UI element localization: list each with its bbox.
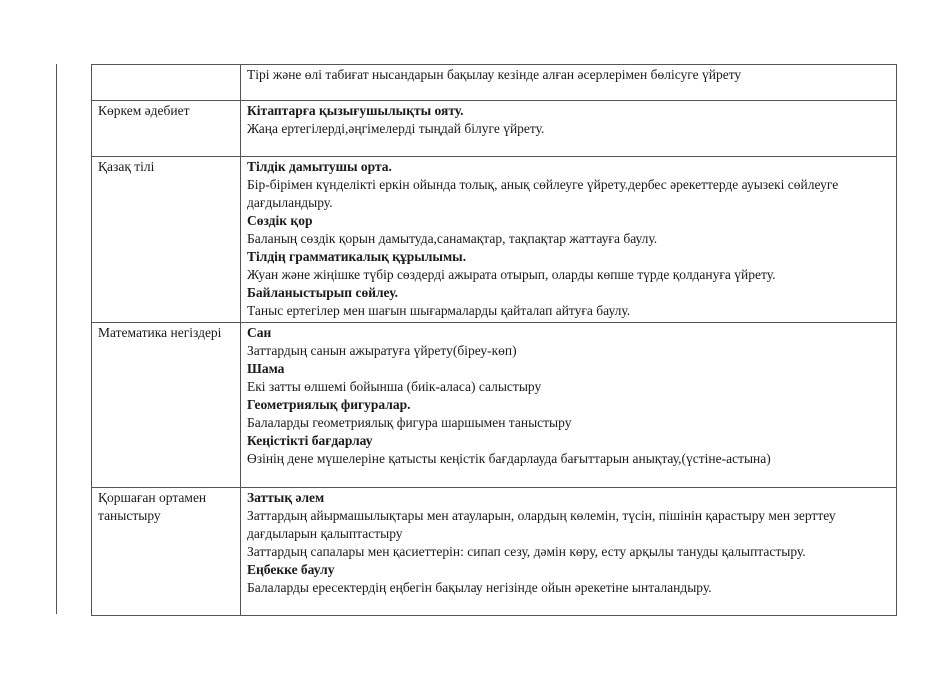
- content-line: Екі затты өлшемі бойынша (биік-аласа) салыстыру: [247, 379, 542, 394]
- subject-cell: [92, 65, 241, 101]
- content-cell: [241, 488, 897, 616]
- subject-cell: Қоршаған ортамен таныстыру: [92, 488, 241, 616]
- section-heading: Байланыстырып сөйлеу.: [247, 285, 398, 300]
- table-row: [92, 65, 897, 101]
- subject-cell: Математика негіздері: [92, 323, 241, 488]
- section-heading: Еңбекке баулу: [247, 562, 335, 577]
- table-row: [92, 101, 897, 157]
- content-line: Бір-бірімен күнделікті еркін ойында толық, анық сөйлеуге үйрету.дербес әрекеттерде ауызекі сөйлеуге дағдыландыру.: [247, 177, 839, 210]
- table-row: [92, 157, 897, 323]
- section-heading: Кітаптарға қызығушылықты ояту.: [247, 103, 464, 118]
- table-row: [92, 323, 897, 488]
- content-line: Таныс ертегілер мен шағын шығармаларды қайталап айтуға баулу.: [247, 303, 631, 318]
- content-line: Жуан және жіңішке түбір сөздерді ажырата отырып, оларды көпше түрде қолдануға үйрету.: [247, 267, 776, 282]
- left-margin-line: [56, 64, 57, 614]
- content-line: Балаларды геометриялық фигура шаршымен таныстыру: [247, 415, 572, 430]
- content-line: Заттардың санын ажыратуға үйрету(біреу-көп): [247, 343, 517, 358]
- section-heading: Шама: [247, 361, 285, 376]
- section-heading: Тілдің грамматикалық құрылымы.: [247, 249, 467, 264]
- section-heading: Сөздік қор: [247, 213, 313, 228]
- content-cell: [241, 101, 897, 157]
- table-row: [92, 488, 897, 616]
- subject-cell: Көркем әдебиет: [92, 101, 241, 157]
- section-heading: Заттық әлем: [247, 490, 325, 505]
- content-cell: [241, 323, 897, 488]
- content-line: Заттардың айырмашылықтары мен атауларын, олардың көлемін, түсін, пішінін қарастыру мен зерттеу дағдыларын қалыптастыру: [247, 508, 836, 541]
- content-cell: [241, 157, 897, 323]
- content-line: Балаларды ересектердің еңбегін бақылау негізінде ойын әрекетіне ынталандыру.: [247, 580, 712, 595]
- content-line: Баланың сөздік қорын дамытуда,санамақтар, тақпақтар жаттауға баулу.: [247, 231, 658, 246]
- section-heading: Сан: [247, 325, 272, 340]
- subject-cell: Қазақ тілі: [92, 157, 241, 323]
- curriculum-table: [91, 64, 897, 616]
- content-line: Жаңа ертегілерді,әңгімелерді тыңдай білуге үйрету.: [247, 121, 545, 136]
- section-heading: Геометриялық фигуралар.: [247, 397, 411, 412]
- content-line: Өзінің дене мүшелеріне қатысты кеңістік бағдарлауда бағыттарын анықтау,(үстіне-астына): [247, 451, 771, 466]
- section-heading: Кеңістікті бағдарлау: [247, 433, 373, 448]
- content-line: Заттардың сапалары мен қасиеттерін: сипап сезу, дәмін көру, есту арқылы тануды қалыптастыру.: [247, 544, 806, 559]
- content-line: Тірі және өлі табиғат нысандарын бақылау кезінде алған әсерлерімен бөлісуге үйрету: [247, 67, 742, 82]
- content-cell: [241, 65, 897, 101]
- section-heading: Тілдік дамытушы орта.: [247, 159, 392, 174]
